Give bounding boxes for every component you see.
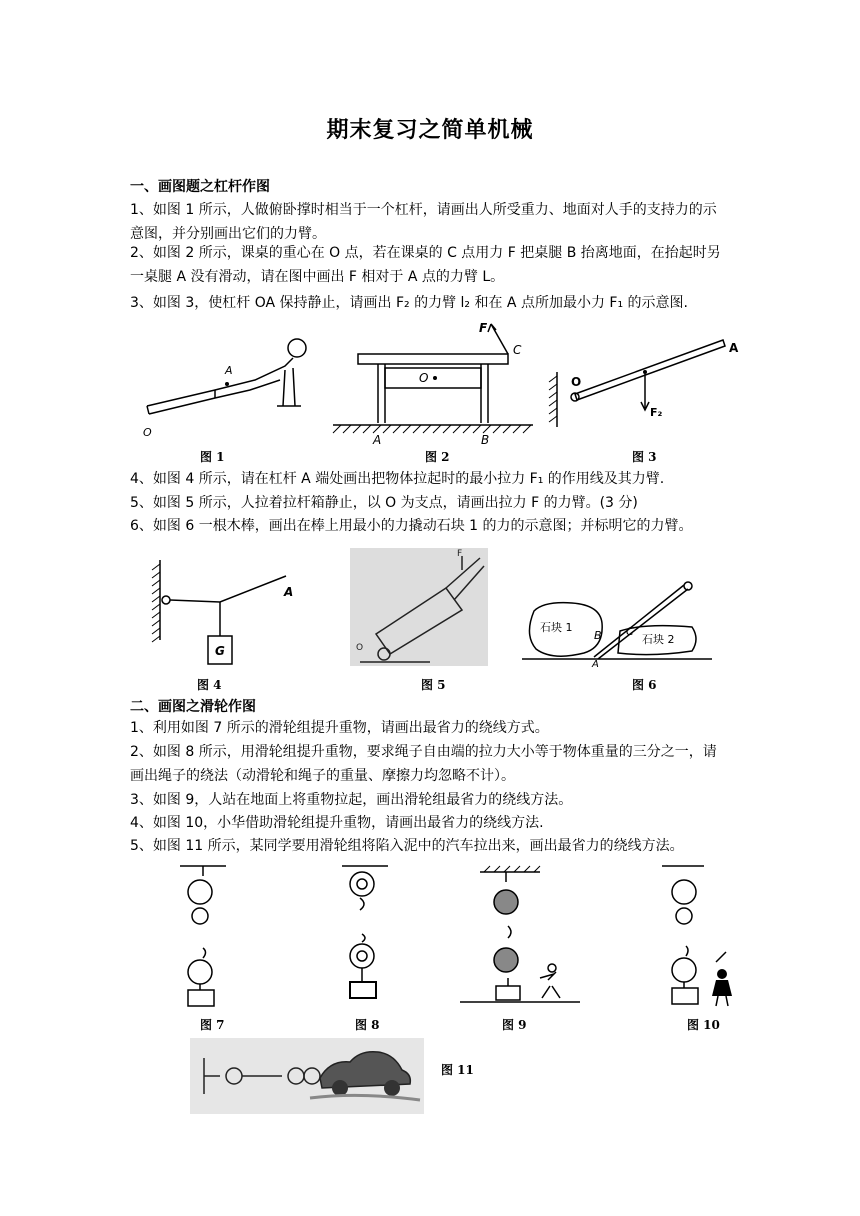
fig2-label-b: B: [481, 433, 490, 447]
section-heading-lever: 一、画图题之杠杆作图: [130, 179, 270, 195]
question-4: 4、如图 4 所示，请在杠杆 A 端处画出把物体拉起时的最小拉力 F₁ 的作用线及其力臂.: [130, 471, 665, 487]
section-heading-pulley: 二、画图之滑轮作图: [130, 699, 256, 715]
figure-6-crowbar: [522, 575, 712, 670]
fig5-label-o: O: [356, 643, 364, 653]
fig10-caption: 图 10: [687, 1018, 720, 1032]
fig4-label-g: G: [215, 644, 225, 658]
fig9-caption: 图 9: [502, 1018, 527, 1032]
pulley-question-4: 4、如图 10，小华借助滑轮组提升重物，请画出最省力的绕线方法.: [130, 815, 544, 831]
fig3-label-o: O: [571, 375, 582, 389]
figure-5-luggage-photo: [350, 548, 488, 666]
fig11-caption: 图 11: [441, 1063, 474, 1077]
figure-1-pushup: [135, 328, 305, 443]
figure-7-pulley: [178, 862, 228, 1010]
fig6-label-b: B: [594, 629, 602, 642]
fig3-caption: 图 3: [632, 450, 657, 464]
figure-8-pulley: [340, 862, 390, 1002]
figure-9-pulley: [460, 868, 580, 1008]
fig6-caption: 图 6: [632, 678, 657, 692]
fig2-label-o: O: [419, 371, 429, 385]
fig3-label-a: A: [729, 341, 739, 355]
figure-10-pulley: [660, 862, 740, 1010]
pulley-question-3: 3、如图 9，人站在地面上将重物拉起，画出滑轮组最省力的绕线方法。: [130, 792, 573, 808]
fig7-caption: 图 7: [200, 1018, 225, 1032]
fig1-label-a: A: [225, 364, 233, 377]
fig2-caption: 图 2: [425, 450, 450, 464]
fig1-caption: 图 1: [200, 450, 225, 464]
pulley-question-5: 5、如图 11 所示，某同学要用滑轮组将陷入泥中的汽车拉出来，画出最省力的绕线方法。: [130, 838, 684, 854]
fig5-caption: 图 5: [421, 678, 446, 692]
fig4-caption: 图 4: [197, 678, 222, 692]
fig2-label-f: F: [479, 321, 488, 335]
question-6: 6、如图 6 一根木棒，画出在棒上用最小的力撬动石块 1 的力的示意图；并标明它的力臂。: [130, 518, 693, 534]
figure-2-desk: [333, 318, 533, 450]
fig5-label-f: F: [457, 549, 463, 559]
fig2-label-c: C: [513, 343, 522, 357]
pulley-question-2: 2、如图 8 所示，用滑轮组提升重物，要求绳子自由端的拉力大小等于物体重量的三分之一，请画出绳子的绕法（动滑轮和绳子的重量、摩擦力均忽略不计）。: [130, 744, 717, 784]
fig6-label-a: A: [592, 659, 599, 670]
question-2: 2、如图 2 所示，课桌的重心在 O 点，若在课桌的 C 点用力 F 把桌腿 B 抬离地面，在抬起时另一桌腿 A 没有滑动，请在图中画出 F 相对于 A 点的力臂 L。: [130, 245, 721, 285]
page-title: 期末复习之简单机械: [326, 118, 534, 143]
question-1: 1、如图 1 所示，人做俯卧撑时相当于一个杠杆，请画出人所受重力、地面对人手的支持力的示意图，并分别画出它们的力臂。: [130, 202, 717, 242]
pulley-question-1: 1、利用如图 7 所示的滑轮组提升重物，请画出最省力的绕线方式。: [130, 720, 549, 736]
fig6-label-stone1: 石块 1: [540, 621, 573, 634]
fig6-label-stone2: 石块 2: [642, 633, 675, 646]
fig3-label-f2: F₂: [650, 406, 663, 419]
fig2-label-a: A: [373, 433, 382, 447]
figure-4-lever: [150, 558, 300, 670]
question-5: 5、如图 5 所示，人拉着拉杆箱静止，以 O 为支点，请画出拉力 F 的力臂。(3 分): [130, 495, 638, 511]
fig4-label-a: A: [284, 585, 294, 599]
figure-11-car-photo: [190, 1038, 424, 1114]
question-3: 3、如图 3，使杠杆 OA 保持静止，请画出 F₂ 的力臂 l₂ 和在 A 点所加最小力 F₁ 的示意图.: [130, 295, 688, 311]
figure-3-lever: [545, 332, 745, 432]
fig6-label-c: C: [626, 625, 634, 638]
fig8-caption: 图 8: [355, 1018, 380, 1032]
fig1-label-o: O: [143, 426, 152, 439]
